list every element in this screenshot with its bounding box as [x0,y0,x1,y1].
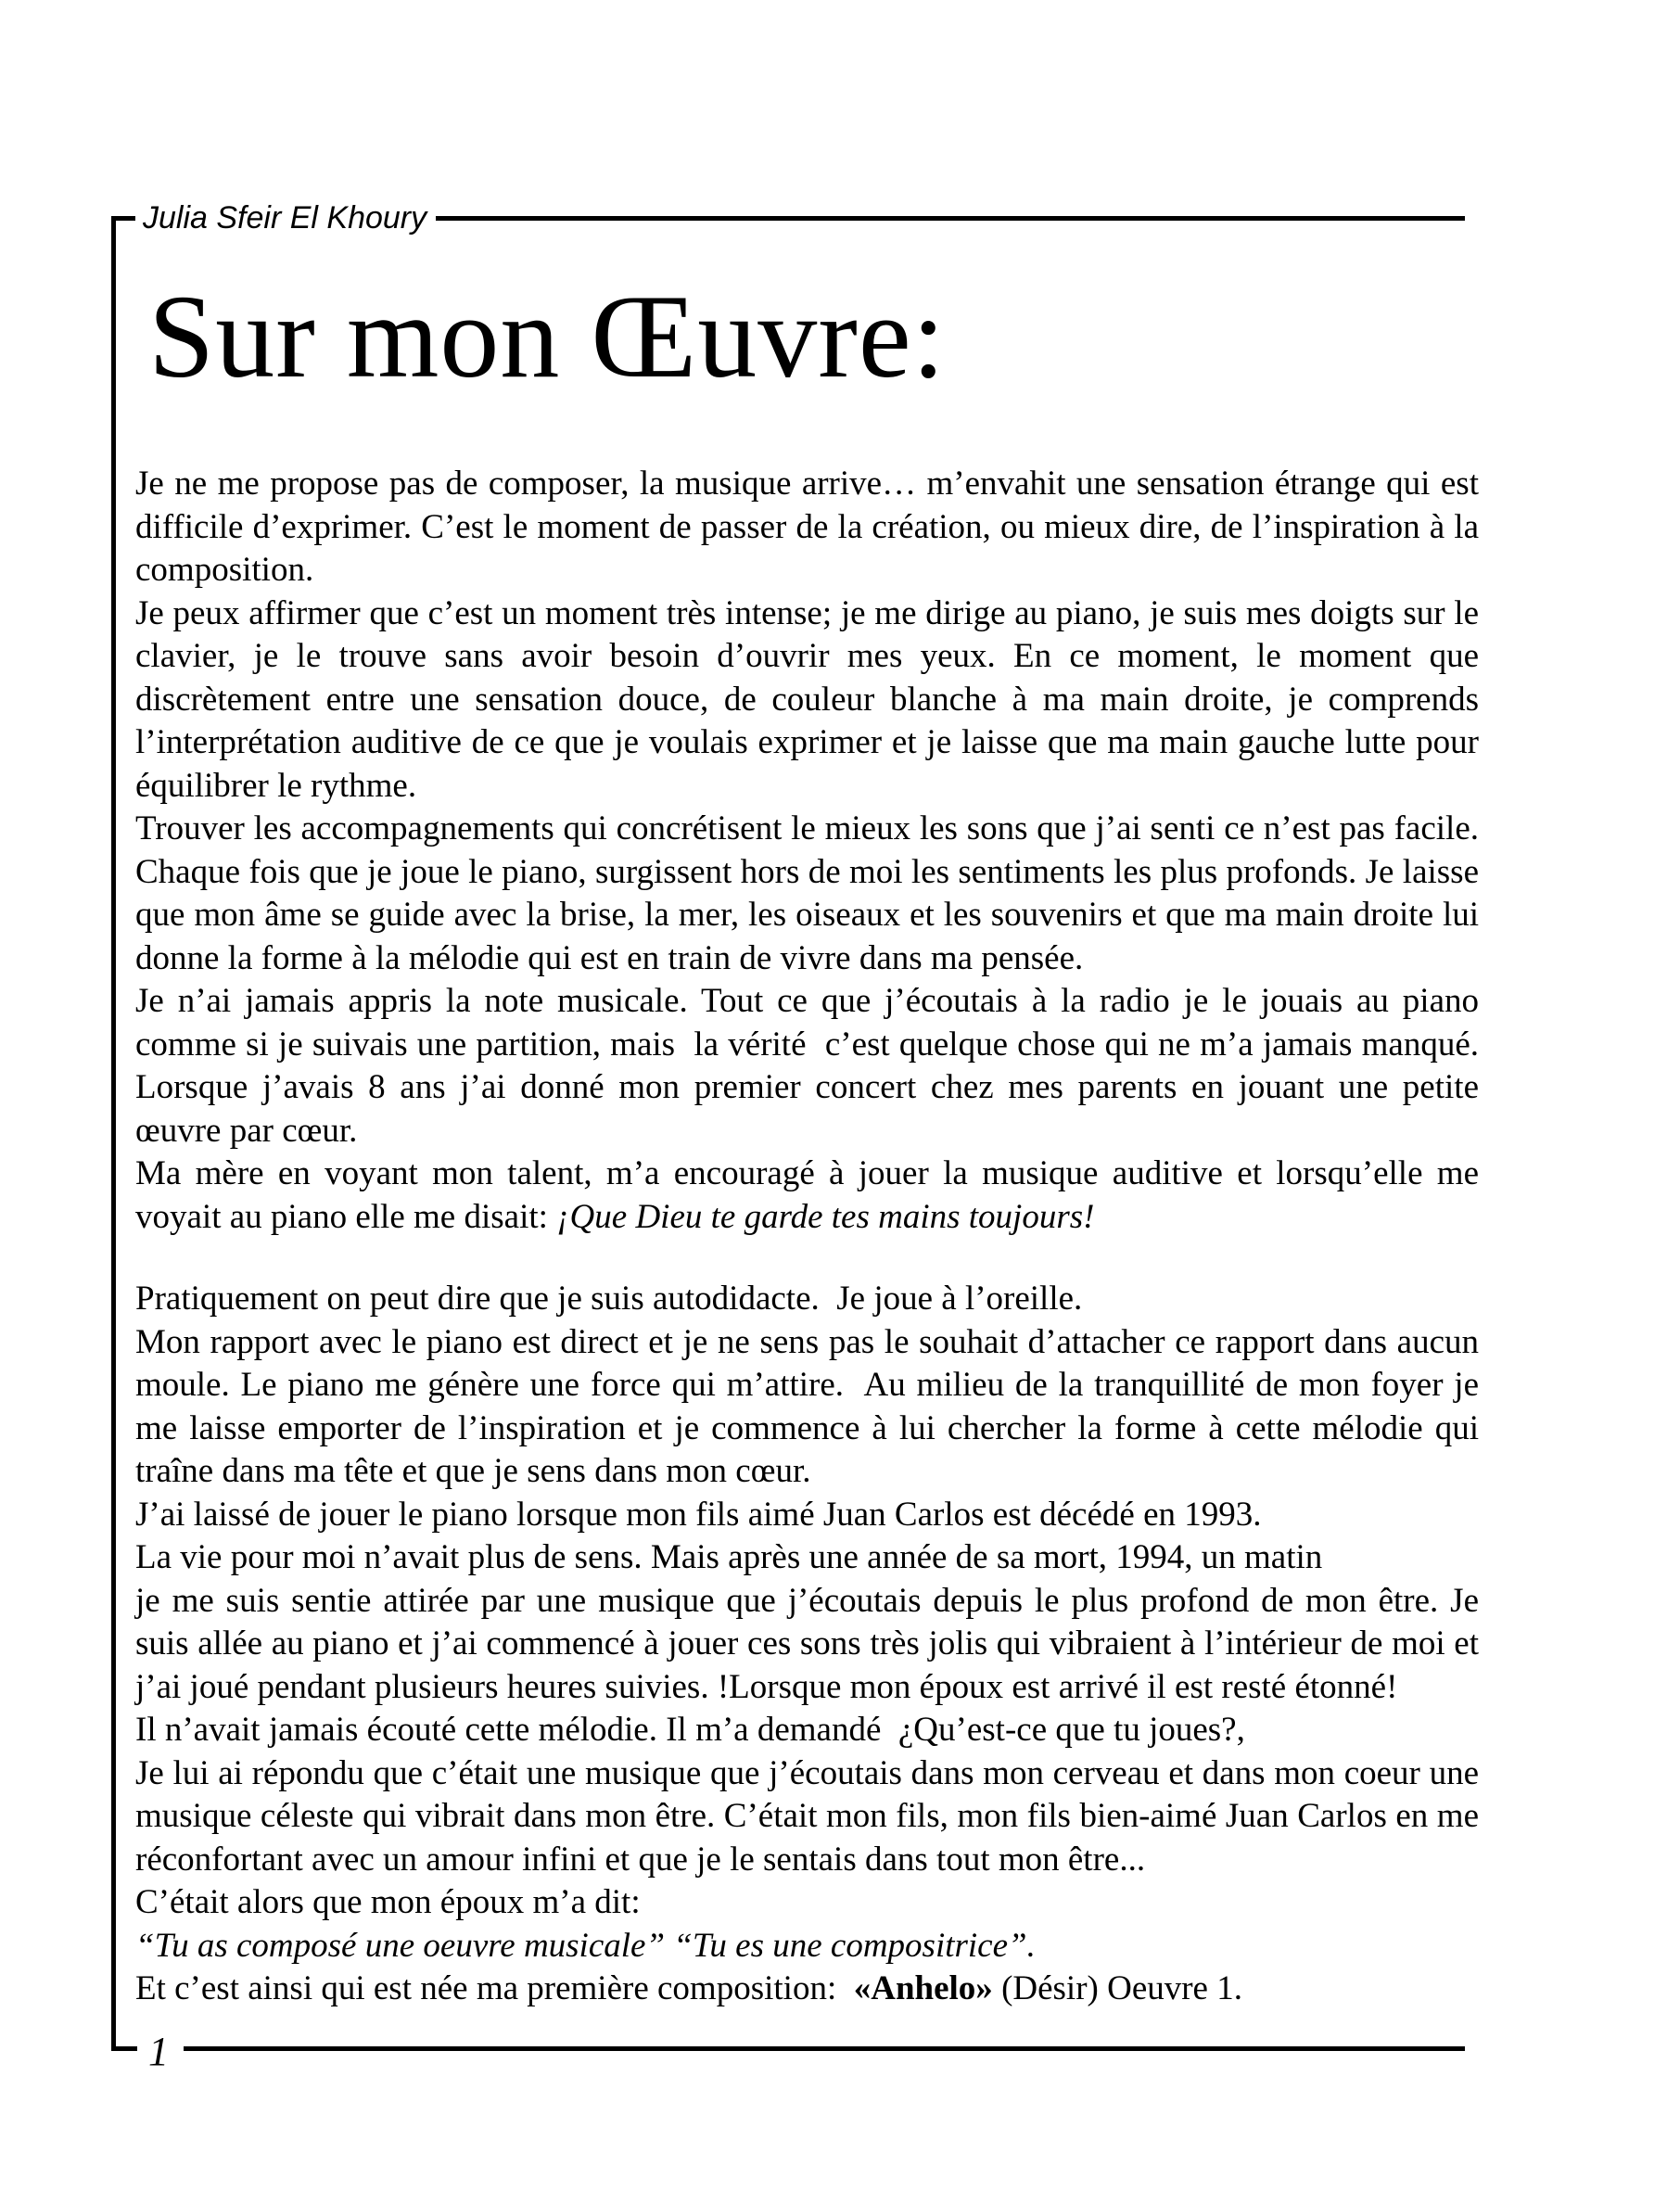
paragraph-segment: «Anhelo» [853,1969,993,2007]
paragraph [135,1153,1488,1239]
page-number: 1 [148,2029,169,2074]
paragraph [135,980,1488,1153]
paragraph [135,1321,1488,1494]
paragraph [135,1536,1479,1580]
paragraph [135,463,1488,592]
paragraph [135,1709,1479,1752]
paragraph-segment: (Désir) Oeuvre 1. [992,1969,1242,2007]
paragraph-segment: je me suis sentie attirée par une musique que j’écoutais depuis le plus profond de mon être. Je suis allée au piano et j’ai commencé à jouer ces sons très jolis qui vibraient à l’intérieur de moi et j’ai joué pendant plusieurs heures suivies. !Lorsque mon époux est arrivé il est resté étonné! [135,1581,1488,1706]
paragraph-segment: Ma mère en voyant mon talent, m’a encouragé à jouer la musique auditive et lorsqu’elle me voyait au piano elle me disait: [135,1154,1488,1236]
paragraph [135,1752,1488,1882]
paragraph [135,808,1488,980]
body-text [135,463,1488,2011]
paragraph [135,1580,1488,1710]
paragraph-segment: Trouver les accompagnements qui concrétisent le mieux les sons que j’ai senti ce n’est pas facile. Chaque fois que je joue le piano, surgissent hors de moi les sentiments les plus profonds. Je laisse que mon âme se guide avec la brise, la mer, les oiseaux et les souvenirs et que ma main droite lui donne la forme à la mélodie qui est en train de vivre dans ma pensée. [135,809,1488,977]
page-footer [111,2029,1465,2074]
frame-left-border [111,216,116,2051]
paragraph-segment: J’ai laissé de jouer le piano lorsque mon fils aimé Juan Carlos est décédé en 1993. [135,1495,1262,1534]
footer-rule-left-stub [111,2046,137,2051]
paragraph-segment: Je lui ai répondu que c’était une musique que j’écoutais dans mon cerveau et dans mon coeur une musique céleste qui vibrait dans mon être. C’était mon fils, mon fils bien-aimé Juan Carlos en me réconfortant avec un amour infini et que je le sentais dans tout mon être... [135,1753,1488,1879]
paragraph [135,1968,1479,2011]
paragraph-segment: Mon rapport avec le piano est direct et je ne sens pas le souhait d’attacher ce rapport dans aucun moule. Le piano me génère une force qui m’attire. Au milieu de la tranquillité de mon foyer je me laisse emporter de l’inspiration et je commence à lui chercher la forme à cette mélodie qui traîne dans ma tête et que je sens dans mon cœur. [135,1322,1488,1490]
paragraph [135,592,1488,809]
author-header: Julia Sfeir El Khoury [143,200,427,236]
paragraph-segment: Et c’est ainsi qui est née ma première composition: [135,1969,854,2007]
page-title: Sur mon Œuvre: [148,271,947,402]
paragraph-segment: Il n’avait jamais écouté cette mélodie. Il m’a demandé ¿Qu’est-ce que tu joues?, [135,1711,1245,1749]
paragraph-segment: Je n’ai jamais appris la note musicale. Tout ce que j’écoutais à la radio je le jouais au piano comme si je suivais une partition, mais la vérité c’est quelque chose qui ne m’a jamais manqué. Lorsque j’avais 8 ans j’ai donné mon premier concert chez mes parents en jouant une petite œuvre par cœur. [135,982,1488,1150]
paragraph [135,1494,1479,1537]
header-rule-left-stub [111,216,135,221]
paragraph-segment: Je ne me propose pas de composer, la musique arrive… m’envahit une sensation étrange qui est difficile d’exprimer. C’est le moment de passer de la création, ou mieux dire, de l’inspiration à la composition. [135,465,1488,589]
paragraph-segment: Pratiquement on peut dire que je suis autodidacte. Je joue à l’oreille. [135,1280,1083,1318]
header-rule [436,216,1465,221]
paragraph [135,1881,1479,1925]
page-header [111,197,1465,238]
paragraph-segment: ¡Que Dieu te garde tes mains toujours! [556,1197,1095,1236]
footer-rule [184,2046,1465,2051]
paragraph-segment: Je peux affirmer que c’est un moment très intense; je me dirige au piano, je suis mes doigts sur le clavier, je le trouve sans avoir besoin d’ouvrir mes yeux. En ce moment, le moment que discrètement entre une sensation douce, de couleur blanche à ma main droite, je comprends l’interprétation auditive de ce que je voulais exprimer et je laisse que ma main gauche lutte pour équilibrer le rythme. [135,593,1488,805]
paragraph-segment: C’était alors que mon époux m’a dit: [135,1883,641,1921]
paragraph-segment: La vie pour moi n’avait plus de sens. Mais après une année de sa mort, 1994, un matin [135,1538,1323,1576]
paragraph-segment: “Tu as composé une oeuvre musicale” “Tu es une compositrice”. [135,1926,1036,1965]
paragraph [135,1925,1479,1968]
paragraph [135,1278,1479,1321]
